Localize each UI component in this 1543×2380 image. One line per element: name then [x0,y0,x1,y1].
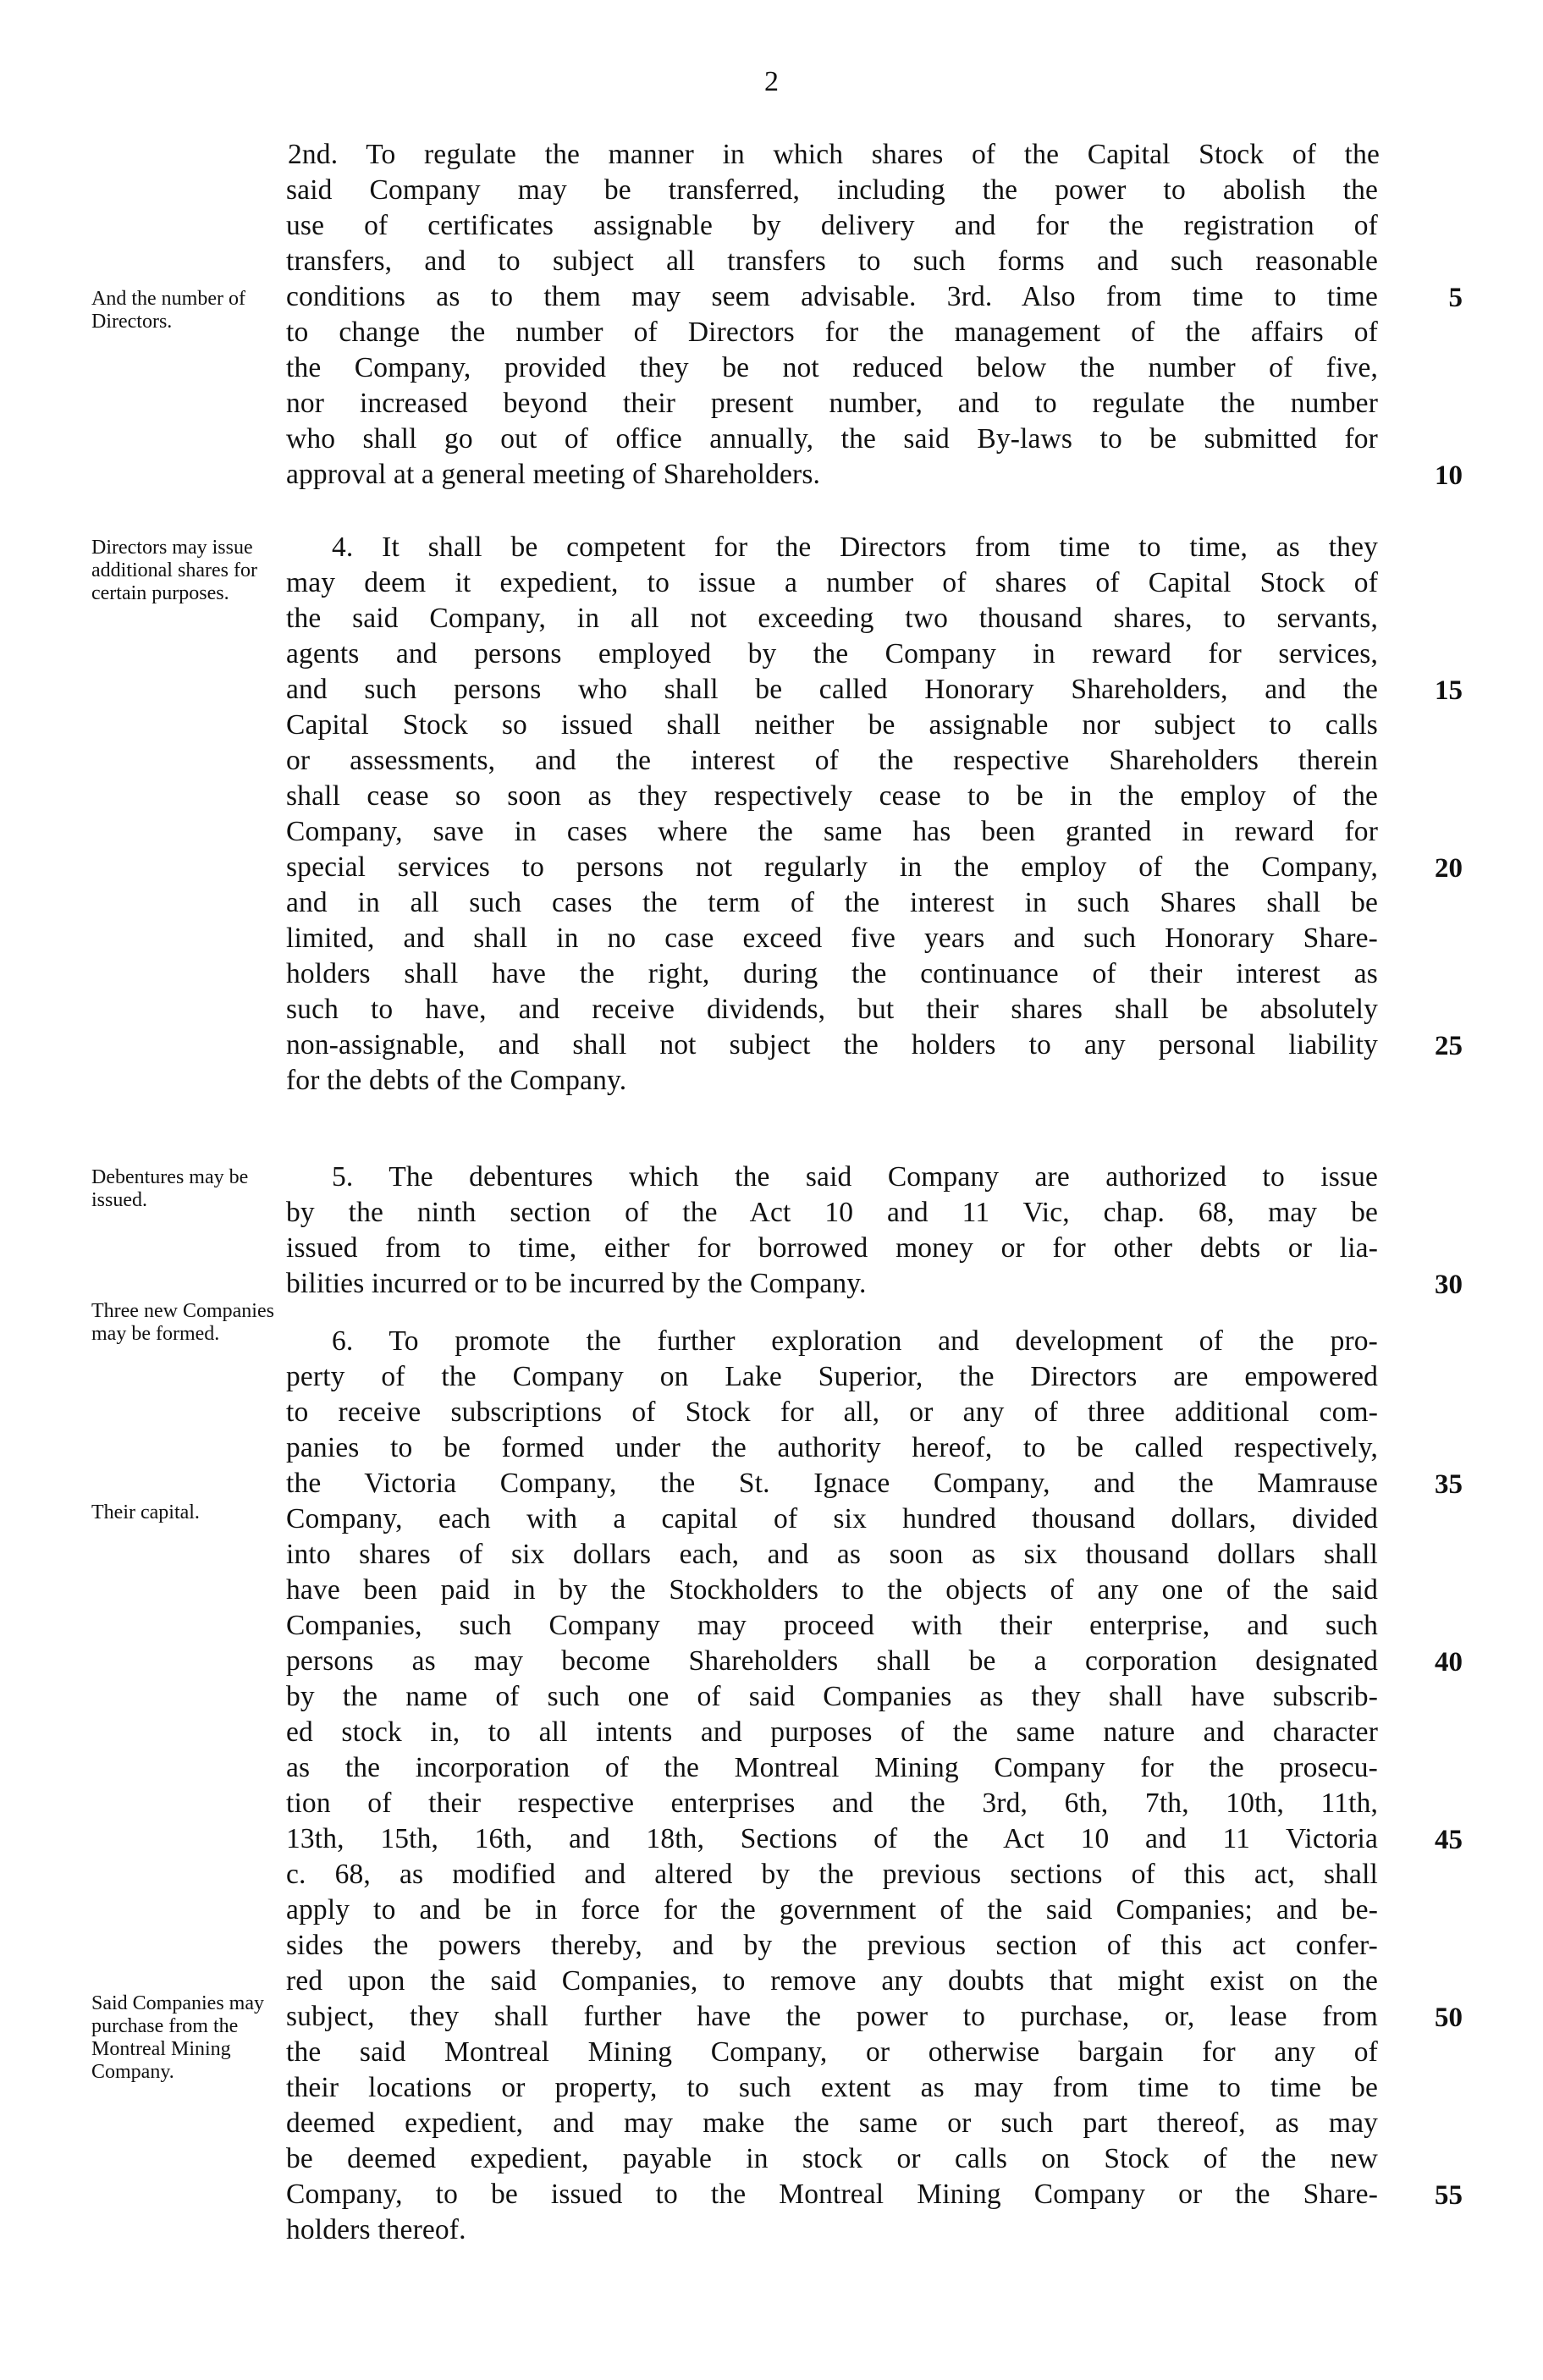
text-line: bilities incurred or to be incurred by the Company. [286,1268,867,1299]
text-line: who shall go out of office annually, the said By-laws to be submitted for [286,423,1378,455]
text-line: the Victoria Company, the St. Ignace Company, and the Mamrause [286,1468,1378,1499]
line-number: 5 [1448,283,1463,313]
text-line: c. 68, as modified and altered by the previous sections of this act, shall [286,1859,1378,1890]
text-line: and in all such cases the term of the interest in such Shares shall be [286,887,1378,918]
text-line: by the name of such one of said Companies as they shall have subscrib- [286,1681,1378,1712]
line-number: 30 [1435,1270,1463,1300]
text-line: Company, save in cases where the same has been granted in reward for [286,816,1378,847]
line-number: 50 [1435,2003,1463,2033]
text-line: 13th, 15th, 16th, and 18th, Sections of the Act 10 and 11 Victoria [286,1823,1378,1854]
text-line: Companies, such Company may proceed with their enterprise, and such [286,1610,1378,1641]
text-line: their locations or property, to such extent as may from time to time be [286,2072,1378,2103]
margin-note-three-companies: Three new Companies may be formed. [91,1300,274,1345]
text-line: deemed expedient, and may make the same or such part thereof, as may [286,2107,1378,2139]
text-line: may deem it expedient, to issue a number of shares of Capital Stock of [286,567,1378,598]
line-number: 40 [1435,1647,1463,1678]
margin-note-honorary-shares: Directors may issue additional shares for certain purposes. [91,537,257,604]
text-line: the said Montreal Mining Company, or otherwise bargain for any of [286,2036,1378,2068]
text-line: holders shall have the right, during the continuance of their interest as [286,958,1378,989]
text-line: such to have, and receive dividends, but their shares shall be absolutely [286,994,1378,1025]
text-line: to receive subscriptions of Stock for all, or any of three additional com- [286,1397,1378,1428]
text-line: conditions as to them may seem advisable. 3rd. Also from time to time [286,281,1378,312]
text-line: apply to and be in force for the government of the said Companies; and be- [286,1894,1378,1925]
text-line: said Company may be transferred, including the power to abolish the [286,174,1378,206]
text-line: 4. It shall be competent for the Directors from time to time, as they [332,532,1378,563]
text-line: and such persons who shall be called Honorary Shareholders, and the [286,674,1378,705]
text-line: by the ninth section of the Act 10 and 11 Vic, chap. 68, may be [286,1197,1378,1228]
text-line: 5. The debentures which the said Company are authorized to issue [332,1161,1378,1193]
text-line: issued from to time, either for borrowed money or for other debts or lia- [286,1232,1378,1264]
text-line: perty of the Company on Lake Superior, the Directors are empowered [286,1361,1378,1392]
text-line: panies to be formed under the authority hereof, to be called respectively, [286,1432,1378,1463]
text-line: Capital Stock so issued shall neither be assignable nor subject to calls [286,709,1378,741]
text-line: sides the powers thereby, and by the previous section of this act confer- [286,1930,1378,1961]
text-line: Company, each with a capital of six hundred thousand dollars, divided [286,1503,1378,1534]
text-line: Company, to be issued to the Montreal Mining Company or the Share- [286,2179,1378,2210]
text-line: the said Company, in all not exceeding two thousand shares, to servants, [286,603,1378,634]
text-line: into shares of six dollars each, and as soon as six thousand dollars shall [286,1539,1378,1570]
text-line: persons as may become Shareholders shall be a corporation designated [286,1645,1378,1677]
line-number: 55 [1435,2180,1463,2211]
text-line: agents and persons employed by the Company in reward for services, [286,638,1378,669]
text-line: shall cease so soon as they respectively cease to be in the employ of the [286,780,1378,812]
text-line: 6. To promote the further exploration and development of the pro- [332,1325,1378,1357]
margin-note-their-capital: Their capital. [91,1501,200,1523]
text-line: use of certificates assignable by delivery and for the registration of [286,210,1378,241]
text-line: special services to persons not regularly in the employ of the Company, [286,851,1378,883]
margin-note-debentures: Debentures may be issued. [91,1166,249,1211]
text-line: as the incorporation of the Montreal Mining Company for the prosecu- [286,1752,1378,1783]
text-line: red upon the said Companies, to remove any doubts that might exist on the [286,1965,1378,1997]
text-line: tion of their respective enterprises and the 3rd, 6th, 7th, 10th, 11th, [286,1788,1378,1819]
text-line: nor increased beyond their present number, and to regulate the number [286,388,1378,419]
line-number: 20 [1435,853,1463,884]
margin-note-directors-number: And the number of Directors. [91,288,245,333]
text-line: be deemed expedient, payable in stock or calls on Stock of the new [286,2143,1378,2174]
margin-note-purchase-from-mining: Said Companies may purchase from the Montreal Mining Company. [91,1992,264,2083]
text-line: transfers, and to subject all transfers to such forms and such reasonable [286,245,1378,277]
text-line: non-assignable, and shall not subject the holders to any personal liability [286,1029,1378,1061]
line-number: 45 [1435,1825,1463,1855]
line-number: 35 [1435,1469,1463,1500]
text-line: the Company, provided they be not reduced below the number of five, [286,352,1378,383]
text-line: limited, and shall in no case exceed five years and such Honorary Share- [286,923,1378,954]
line-number: 10 [1435,460,1463,491]
text-line: to change the number of Directors for the management of the affairs of [286,317,1378,348]
text-line: holders thereof. [286,2214,466,2245]
line-number: 25 [1435,1031,1463,1061]
text-line: for the debts of the Company. [286,1065,627,1096]
text-line: 2nd. To regulate the manner in which shares of the Capital Stock of the [288,139,1380,170]
text-line: have been paid in by the Stockholders to the objects of any one of the said [286,1574,1378,1606]
text-line: ed stock in, to all intents and purposes of the same nature and character [286,1716,1378,1748]
text-line: approval at a general meeting of Shareholders. [286,459,821,490]
text-line: or assessments, and the interest of the respective Shareholders therein [286,745,1378,776]
text-line: subject, they shall further have the power to purchase, or, lease from [286,2001,1378,2032]
line-number: 15 [1435,675,1463,706]
page-number: 2 [764,66,779,97]
